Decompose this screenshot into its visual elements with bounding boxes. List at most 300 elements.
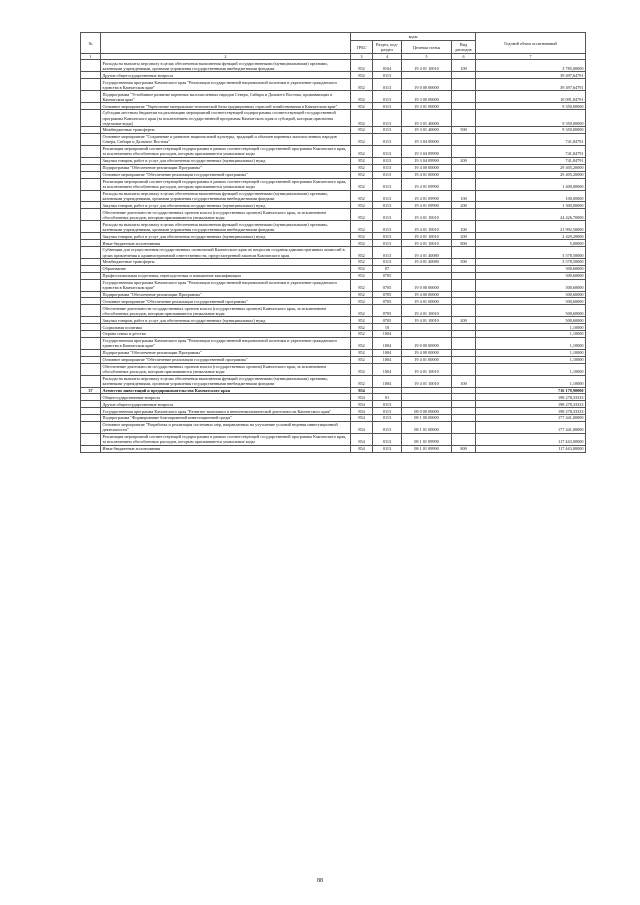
row-number [81,337,101,349]
row-section: 1004 [373,363,402,375]
table-row [81,72,586,79]
row-amount: 117 443,00000 [476,445,586,452]
table-row [81,265,586,272]
row-number [81,233,101,240]
row-number [81,133,101,145]
row-grbs: 852 [351,60,373,72]
row-name: Закупка товаров, работ и услуг для обеспечения государственных (муниципальных) нужд [101,317,351,324]
table-row [81,375,586,387]
row-target: 19 4 01 10010 [402,305,452,317]
row-grbs: 852 [351,72,373,79]
row-vr [452,363,476,375]
row-vr [452,331,476,338]
row-section [373,387,402,394]
row-amount: 2 429,20000 [476,233,586,240]
row-number [81,363,101,375]
row-vr [452,415,476,422]
header-vr: Вид расходов [452,41,476,54]
row-grbs: 852 [351,190,373,202]
table-row [81,331,586,338]
row-section: 0113 [373,445,402,452]
row-target: 19 3 04 09990 [402,145,452,157]
row-number [81,401,101,408]
row-number [81,103,101,110]
header-target: Целевая статья [402,41,452,54]
row-vr [452,349,476,356]
row-section: 0104 [373,60,402,72]
row-amount: 100,00000 [476,190,586,202]
row-amount: 39 497,64791 [476,72,586,79]
row-name: Реализация мероприятий соответствующей подпрограммы в рамках соответствующей государственной программы Камчатского края, за исключением обособленных расходов, которым присваиваются уникальные коды [101,178,351,190]
row-amount: 1,10000 [476,375,586,387]
row-name: Закупка товаров, работ и услуг для обеспечения государственных (муниципальных) нужд [101,233,351,240]
row-number [81,190,101,202]
row-amount: 10 091,84791 [476,91,586,103]
row-target: 19 4 01 09990 [402,202,452,209]
row-number [81,291,101,298]
row-target: 19 0 00 00000 [402,279,452,291]
row-amount: 177 441,00000 [476,421,586,433]
row-grbs: 854 [351,445,373,452]
row-target: 19 4 01 09990 [402,190,452,202]
row-name: Основное мероприятие "Обеспечение реализации государственной программы" [101,298,351,305]
table-row [81,178,586,190]
table-row [81,233,586,240]
row-grbs: 852 [351,110,373,127]
row-amount: 1,10000 [476,356,586,363]
row-amount: 29 405,20000 [476,164,586,171]
row-grbs: 852 [351,221,373,233]
row-amount: 39 497,64791 [476,79,586,91]
row-name: Расходы на выплаты персоналу в целях обеспечения выполнения функций государственными (муниципальными) органами, казенными учреждениями, органами управления государственными внебюджетными фондами [101,60,351,72]
row-amount: 198 278,33333 [476,408,586,415]
row-amount: 1,10000 [476,363,586,375]
header-name [101,33,351,54]
row-section: 0705 [373,298,402,305]
row-section: 07 [373,265,402,272]
table-row [81,408,586,415]
row-target: 19 4 01 10010 [402,240,452,247]
row-vr: 500 [452,127,476,134]
row-grbs: 852 [351,265,373,272]
row-name: Охрана семьи и детства [101,331,351,338]
row-amount: 177 441,00000 [476,415,586,422]
row-target: 19 4 01 10010 [402,363,452,375]
colnum: 5 [402,54,452,60]
row-section: 0113 [373,233,402,240]
row-amount: 741,84791 [476,145,586,157]
row-name: Закупка товаров, работ и услуг для обеспечения государственных (муниципальных) нужд [101,157,351,164]
row-vr [452,356,476,363]
row-name: Государственная программа Камчатского края "Реализация государственной национальной политики и укрепление гражданского единства в Камчатском крае" [101,279,351,291]
row-section: 0705 [373,305,402,317]
row-grbs: 852 [351,202,373,209]
row-vr [452,247,476,259]
row-grbs: 854 [351,433,373,445]
row-section: 0113 [373,408,402,415]
row-grbs: 852 [351,305,373,317]
row-number [81,433,101,445]
row-section: 0113 [373,247,402,259]
row-number [81,72,101,79]
row-name: Подпрограмма "Устойчивое развитие коренных малочисленных народов Севера, Сибири и Дальнего Востока, проживающих в Камчатском крае" [101,91,351,103]
row-amount: 1,10000 [476,331,586,338]
row-target [402,324,452,331]
row-number [81,349,101,356]
row-grbs: 852 [351,178,373,190]
row-number [81,445,101,452]
row-grbs: 852 [351,103,373,110]
table-row [81,421,586,433]
row-amount: 500,60000 [476,265,586,272]
header-codes: коды [351,33,476,41]
row-vr: 100 [452,190,476,202]
row-grbs: 854 [351,401,373,408]
table-row [81,279,586,291]
row-amount: 741,84791 [476,157,586,164]
row-vr [452,145,476,157]
row-grbs: 852 [351,375,373,387]
row-section: 0113 [373,145,402,157]
table-row [81,272,586,279]
row-number [81,171,101,178]
colnum: 1 [81,54,101,60]
row-amount: 198 278,33333 [476,394,586,401]
colnum: 3 [351,54,373,60]
row-number [81,356,101,363]
row-section: 0113 [373,178,402,190]
table-row [81,145,586,157]
row-amount: 24 426,70000 [476,209,586,221]
row-target: 19 4 01 10010 [402,317,452,324]
row-grbs: 852 [351,209,373,221]
row-grbs: 854 [351,387,373,394]
row-number [81,324,101,331]
row-amount: 1 400,00000 [476,178,586,190]
table-row [81,317,586,324]
row-target: 08 0 00 00000 [402,408,452,415]
row-amount: 198 278,33333 [476,401,586,408]
row-number [81,110,101,127]
row-amount: 3 785,00000 [476,60,586,72]
row-target: 08 1 01 09990 [402,445,452,452]
row-number [81,240,101,247]
row-name: Подпрограмма "Обеспечение реализации Программы" [101,291,351,298]
row-target: 08 1 00 00000 [402,415,452,422]
row-amount: 1,10000 [476,349,586,356]
row-number [81,178,101,190]
row-name: Расходы на выплаты персоналу в целях обеспечения выполнения функций государственными (муниципальными) органами, казенными учреждениями, органами управления государственными внебюджетными фондами [101,221,351,233]
row-amount: 1,10000 [476,324,586,331]
row-number [81,421,101,433]
row-section: 0113 [373,164,402,171]
row-grbs: 852 [351,164,373,171]
row-grbs: 852 [351,171,373,178]
row-target: 19 4 01 10010 [402,375,452,387]
row-grbs: 852 [351,240,373,247]
row-amount: 9 350,00000 [476,110,586,127]
table-row [81,110,586,127]
row-target [402,265,452,272]
row-number [81,259,101,266]
row-name: Обеспечение деятельности государственных органов власти (государственных органов) Камчатского края, за исключением обособленных расходов, которым присваиваются уникальные коды [101,305,351,317]
row-section: 0705 [373,279,402,291]
table-row [81,337,586,349]
row-name: Общегосударственные вопросы [101,394,351,401]
row-amount: 500,60000 [476,291,586,298]
row-grbs: 852 [351,324,373,331]
row-name: Обеспечение деятельности государственных органов власти (государственных органов) Камчатского края, за исключением обособленных расходов, которым присваиваются уникальные коды [101,209,351,221]
table-row [81,240,586,247]
row-section: 0113 [373,421,402,433]
row-target: 19 4 00 00000 [402,291,452,298]
row-vr [452,265,476,272]
table-row [81,356,586,363]
table-body [81,60,586,452]
row-number [81,331,101,338]
row-name: Агентство инвестиций и предпринимательства Камчатского края [101,387,351,394]
row-vr: 500 [452,259,476,266]
row-name: Иные бюджетные ассигнования [101,240,351,247]
row-target: 19 3 04 09990 [402,157,452,164]
row-section: 0113 [373,157,402,164]
table-row [81,79,586,91]
row-grbs: 852 [351,279,373,291]
row-name: Основное мероприятие "Укрепление материально-технической базы традиционных отраслей хозяйствования в Камчатском крае" [101,103,351,110]
table-row [81,291,586,298]
row-amount: 500,60000 [476,317,586,324]
row-number [81,202,101,209]
row-target [402,394,452,401]
row-target: 19 3 01 40000 [402,127,452,134]
row-vr: 200 [452,202,476,209]
row-target: 19 4 01 00000 [402,298,452,305]
table-row [81,171,586,178]
row-amount: 117 443,00000 [476,433,586,445]
row-vr: 800 [452,240,476,247]
row-vr [452,324,476,331]
header-num: № [81,33,101,54]
row-target: 19 4 01 10010 [402,209,452,221]
table-row [81,387,586,394]
row-grbs: 852 [351,291,373,298]
row-section: 0113 [373,171,402,178]
row-number [81,91,101,103]
row-vr [452,408,476,415]
table-row [81,401,586,408]
row-amount: 9 350,00000 [476,127,586,134]
table-row [81,164,586,171]
budget-page [80,32,585,453]
row-name: Другие общегосударственные вопросы [101,72,351,79]
row-grbs: 852 [351,298,373,305]
row-target: 19 3 00 00000 [402,91,452,103]
row-number: 37 [81,387,101,394]
row-vr: 200 [452,317,476,324]
table-row [81,209,586,221]
row-amount: 3 578,50000 [476,247,586,259]
row-amount: 1,10000 [476,337,586,349]
row-vr [452,401,476,408]
table-row [81,349,586,356]
row-section: 1004 [373,349,402,356]
row-name: Основное мероприятие "Обеспечение реализации государственной программы" [101,356,351,363]
row-target [402,387,452,394]
row-grbs: 852 [351,247,373,259]
row-name: Подпрограмма "Обеспечение реализации Программы" [101,349,351,356]
row-vr [452,178,476,190]
row-target: 19 0 00 00000 [402,337,452,349]
row-amount: 21 992,50000 [476,221,586,233]
table-row [81,91,586,103]
row-section: 1004 [373,337,402,349]
row-section: 0113 [373,110,402,127]
row-target: 08 1 01 09990 [402,433,452,445]
row-name: Межбюджетные трансферты [101,127,351,134]
row-amount: 716 179,90000 [476,387,586,394]
row-section: 0113 [373,401,402,408]
row-target: 19 3 01 40000 [402,110,452,127]
row-section: 0705 [373,272,402,279]
row-grbs: 854 [351,415,373,422]
row-amount: 500,60000 [476,298,586,305]
row-target: 19 4 01 10010 [402,221,452,233]
row-section: 0113 [373,433,402,445]
row-vr [452,272,476,279]
table-row [81,202,586,209]
row-section: 1004 [373,375,402,387]
row-vr [452,110,476,127]
row-number [81,247,101,259]
row-name: Образование [101,265,351,272]
row-grbs: 852 [351,91,373,103]
row-vr: 200 [452,233,476,240]
table-row [81,127,586,134]
row-amount: 3 578,50000 [476,259,586,266]
table-row [81,433,586,445]
row-section: 0113 [373,190,402,202]
row-vr: 100 [452,221,476,233]
row-grbs: 852 [351,337,373,349]
table-row [81,60,586,72]
colnum: 7 [476,54,586,60]
row-target: 19 4 01 00000 [402,356,452,363]
row-name: Профессиональная подготовка, переподготовка и повышение квалификации [101,272,351,279]
row-number [81,60,101,72]
header-grbs: ГРБС [351,41,373,54]
budget-table [80,32,586,453]
row-section: 0113 [373,91,402,103]
row-amount: 741,84791 [476,133,586,145]
row-section: 1004 [373,331,402,338]
row-number [81,145,101,157]
row-target: 19 4 00 00000 [402,164,452,171]
row-target [402,331,452,338]
row-name: Иные бюджетные ассигнования [101,445,351,452]
row-section: 01 [373,394,402,401]
row-target: 19 4 00 00000 [402,349,452,356]
row-name: Подпрограмма "Формирование благоприятной инвестиционной среды" [101,415,351,422]
row-grbs: 854 [351,394,373,401]
table-row [81,415,586,422]
page-number: 88 [317,878,323,884]
row-name: Обеспечение деятельности государственных органов власти (государственных органов) Камчатского края, за исключением обособленных расходов, которым присваиваются уникальные коды [101,363,351,375]
table-row [81,103,586,110]
table-row [81,305,586,317]
row-vr: 800 [452,445,476,452]
row-name: Межбюджетные трансферты [101,259,351,266]
row-name: Государственная программа Камчатского края "Реализация государственной национальной политики и укрепление гражданского единства в Камчатском крае" [101,337,351,349]
row-vr [452,298,476,305]
row-vr [452,421,476,433]
row-grbs: 854 [351,408,373,415]
row-number [81,209,101,221]
row-grbs: 852 [351,79,373,91]
row-vr [452,171,476,178]
row-section: 1004 [373,356,402,363]
table-row [81,247,586,259]
header-total: Годовой объем ассигнований [476,33,586,54]
row-vr [452,305,476,317]
table-row [81,445,586,452]
row-name: Подпрограмма "Обеспечение реализации Программы" [101,164,351,171]
header-section: Раздел, под-раздел [373,41,402,54]
row-grbs: 852 [351,349,373,356]
row-name: Другие общегосударственные вопросы [101,401,351,408]
row-section: 0113 [373,415,402,422]
row-section: 0113 [373,240,402,247]
row-number [81,394,101,401]
row-number [81,164,101,171]
row-name: Реализация мероприятий соответствующей подпрограммы в рамках соответствующей государственной программы Камчатского края, за исключением обособленных расходов, которым присваиваются уникальные коды [101,145,351,157]
table-row [81,221,586,233]
row-vr [452,79,476,91]
table-row [81,157,586,164]
row-grbs: 852 [351,133,373,145]
colnum: 4 [373,54,402,60]
row-number [81,272,101,279]
row-amount: 500,60000 [476,305,586,317]
row-number [81,79,101,91]
row-vr [452,394,476,401]
row-grbs: 852 [351,233,373,240]
row-target [402,272,452,279]
row-grbs: 852 [351,259,373,266]
row-target [402,72,452,79]
row-section: 0113 [373,133,402,145]
row-amount: 1 300,00000 [476,202,586,209]
row-target: 08 1 01 00000 [402,421,452,433]
row-section: 0705 [373,317,402,324]
row-amount: 500,60000 [476,272,586,279]
row-section: 0113 [373,72,402,79]
table-row [81,259,586,266]
colnum: 2 [101,54,351,60]
row-vr [452,72,476,79]
row-number [81,298,101,305]
row-vr: 100 [452,375,476,387]
row-number [81,305,101,317]
row-target: 19 4 01 40080 [402,259,452,266]
row-grbs: 852 [351,331,373,338]
row-grbs: 852 [351,272,373,279]
row-name: Субвенции для осуществления государственных полномочий Камчатского края по вопросам создания административных комиссий в целях привлечения к административной ответственности, предусмотренной законом Камчатского края [101,247,351,259]
row-number [81,157,101,164]
row-target: 19 4 01 09990 [402,178,452,190]
table-row [81,190,586,202]
row-target: 19 3 01 00000 [402,103,452,110]
row-section: 0705 [373,291,402,298]
